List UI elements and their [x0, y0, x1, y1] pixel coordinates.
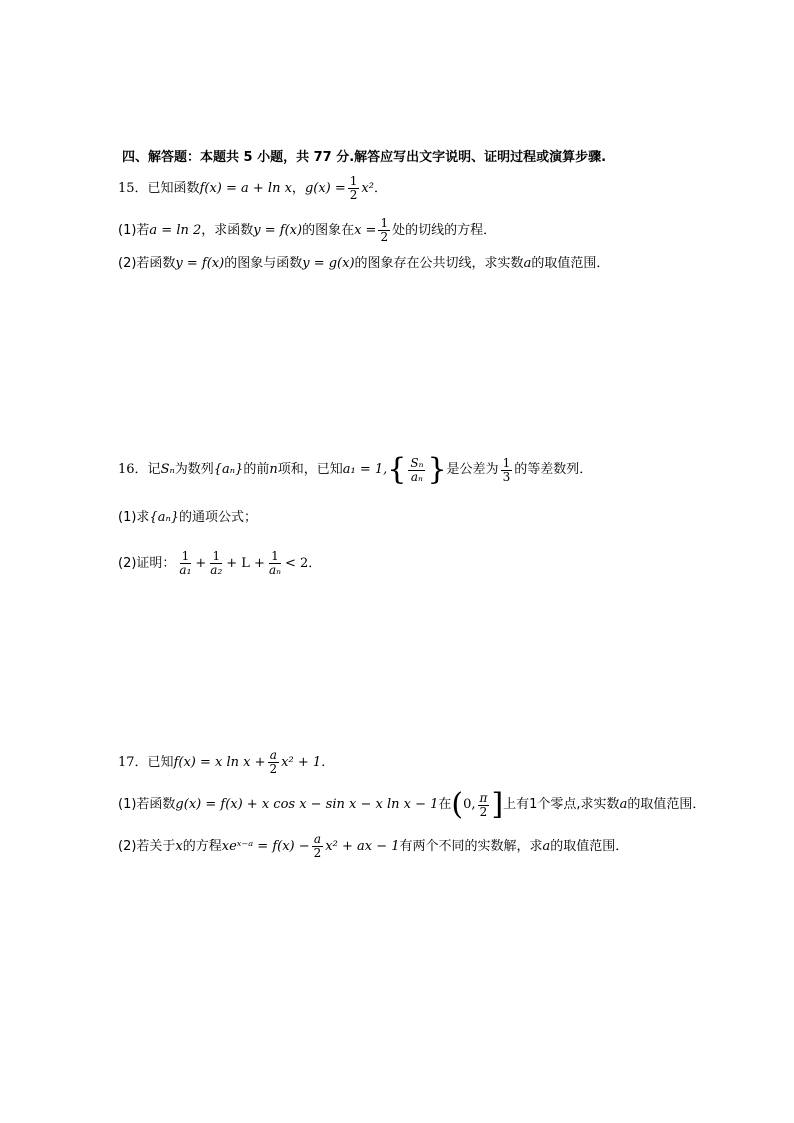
q16-p2-term2: [208, 550, 224, 577]
q16-text-a: 记: [147, 462, 161, 477]
q16-number: 16．: [118, 462, 148, 477]
q16-p2-term1: [177, 550, 193, 577]
q15-end: ．: [373, 180, 387, 196]
section-title: 四、解答题：本题共 5 小题，共 77 分.解答应写出文字说明、证明过程或演算步骤.: [122, 150, 607, 165]
q17-p1-text-b: 上有1个零点,求实数: [503, 797, 620, 812]
q15-comma: ，: [291, 180, 305, 196]
q16-n: n: [269, 462, 278, 477]
q15-p1-text-a: ，求函数: [201, 222, 254, 238]
q17-p2-text-c: 的取值范围．: [550, 838, 629, 854]
q15-p1-label: (1)若: [118, 222, 150, 238]
right-bracket: ]: [491, 787, 504, 822]
q15-p1-text-c: 处的切线的方程．: [392, 222, 497, 238]
q17-p1-g: g(x) = f(x) + x cos x − sin x − x ln x − 1: [175, 797, 439, 812]
q16-p2-t3-den: aₙ: [268, 563, 281, 577]
q16-p2-t2-den: a₂: [210, 563, 223, 577]
q17-f-lhs: f(x) = x ln x +: [173, 754, 266, 770]
left-brace: {: [387, 452, 407, 487]
q16-ratio-fraction: [408, 457, 425, 484]
q17-p2-text-a: 的方程: [182, 838, 222, 854]
q15-p2-label: (2)若函数: [118, 256, 176, 271]
q16-frac-num: Sₙ: [410, 455, 424, 470]
q15-g-fraction: [348, 175, 360, 202]
q17-p2-frac-den: 2: [313, 846, 322, 860]
q16-p2-t1-num: 1: [181, 549, 190, 563]
q17-part2: [118, 833, 628, 860]
q17-p1-text-c: 的取值范围．: [627, 797, 706, 812]
q16-p1-text: 的通项公式；: [178, 510, 257, 525]
q15-p1-cond: a = ln 2: [149, 222, 202, 238]
q15-p2-text-b: 的图象存在公共切线，求实数: [354, 256, 524, 271]
q16-stem: [118, 452, 593, 487]
q16-p2-label: (2)证明：: [118, 555, 176, 571]
q15-stem: [118, 175, 387, 202]
q15-number: 15．: [118, 180, 148, 196]
right-brace: }: [427, 452, 447, 487]
q16-a1: a₁ = 1,: [342, 462, 388, 477]
q15-p1-frac-den: 2: [380, 230, 389, 244]
q15-p1-frac-num: 1: [380, 216, 389, 230]
q17-text-a: 已知: [147, 754, 174, 770]
q16-p2-t1-den: a₁: [179, 563, 192, 577]
q17-f-rhs: x² + 1．: [281, 754, 335, 770]
q16-p2-term3: [267, 550, 283, 577]
q15-p2-var: a: [523, 256, 532, 271]
q15-p2-text-c: 的取值范围．: [531, 256, 610, 271]
q16-p2-t3-num: 1: [271, 549, 279, 563]
q16-text-d: 项和，已知: [277, 462, 343, 477]
q16-d-den: 3: [502, 469, 511, 484]
plus-sign: +: [195, 555, 207, 571]
q16-text-e: 是公差为: [446, 462, 499, 477]
q17-p2-fraction: [312, 833, 324, 860]
q16-text-b: 为数列: [174, 462, 214, 477]
q16-frac-den: aₙ: [410, 469, 423, 484]
q15-p1-text-b: 的图象在: [302, 222, 355, 238]
q16-p2-end: < 2．: [284, 555, 322, 571]
q17-p2-var: a: [542, 838, 551, 854]
q17-p1-var: a: [619, 797, 628, 812]
q16-text-f: 的等差数列．: [514, 462, 593, 477]
q17-part1: [118, 787, 706, 822]
q16-an-set: {aₙ}: [213, 462, 244, 477]
q15-part1: [118, 217, 496, 244]
q17-p1-interval-open: 0,: [463, 797, 476, 812]
q16-p2-mid: + L +: [226, 555, 265, 571]
q15-p1-x: x =: [354, 222, 377, 238]
q16-p2-t2-num: 1: [212, 549, 221, 563]
q17-stem: [118, 749, 334, 776]
q15-g-def-rhs: x²: [361, 180, 374, 196]
q17-p2-text-b: 有两个不同的实数解，求: [399, 838, 543, 854]
q17-p2-eq-rhs: x² + ax − 1: [325, 838, 400, 854]
q15-f-def: f(x) = a + ln x: [199, 180, 292, 196]
q17-p2-x: x: [175, 838, 183, 854]
q17-p1-pi-den: 2: [479, 804, 488, 819]
q17-p2-label: (2)若关于: [118, 838, 176, 854]
q16-text-c: 的前: [243, 462, 270, 477]
q16-p1-label: (1)求: [118, 510, 150, 525]
q16-d-fraction: [501, 457, 513, 484]
q16-Sn: Sₙ: [160, 462, 175, 477]
q17-frac-den: 2: [269, 762, 278, 776]
q17-p2-eq-lhs: xeˣ⁻ᵃ = f(x) −: [221, 838, 310, 854]
q15-p1-func: y = f(x): [253, 222, 303, 238]
q17-p2-frac-num: a: [313, 832, 322, 846]
q16-part1: [118, 510, 257, 526]
q15-p2-func2: y = g(x): [302, 256, 355, 271]
q17-p1-pi-num: π: [479, 790, 488, 805]
q17-p1-text-a: 在: [438, 797, 452, 812]
q17-p1-pi-fraction: [478, 792, 490, 819]
q16-d-num: 1: [502, 455, 511, 470]
q16-p1-set: {aₙ}: [149, 510, 179, 525]
left-paren: (: [451, 787, 464, 822]
q15-p2-func1: y = f(x): [175, 256, 225, 271]
q15-stem-text: 已知函数: [147, 180, 200, 196]
q15-g-frac-num: 1: [349, 174, 358, 188]
q15-part2: [118, 256, 609, 272]
q16-part2: [118, 550, 321, 577]
q17-fraction: [268, 749, 280, 776]
q15-g-def-lhs: g(x) =: [304, 180, 346, 196]
q15-g-frac-den: 2: [349, 188, 358, 202]
q17-number: 17．: [118, 754, 148, 770]
q15-p1-fraction: [378, 217, 390, 244]
q17-frac-num: a: [269, 748, 277, 762]
q17-p1-label: (1)若函数: [118, 797, 176, 812]
q15-p2-text-a: 的图象与函数: [224, 256, 303, 271]
